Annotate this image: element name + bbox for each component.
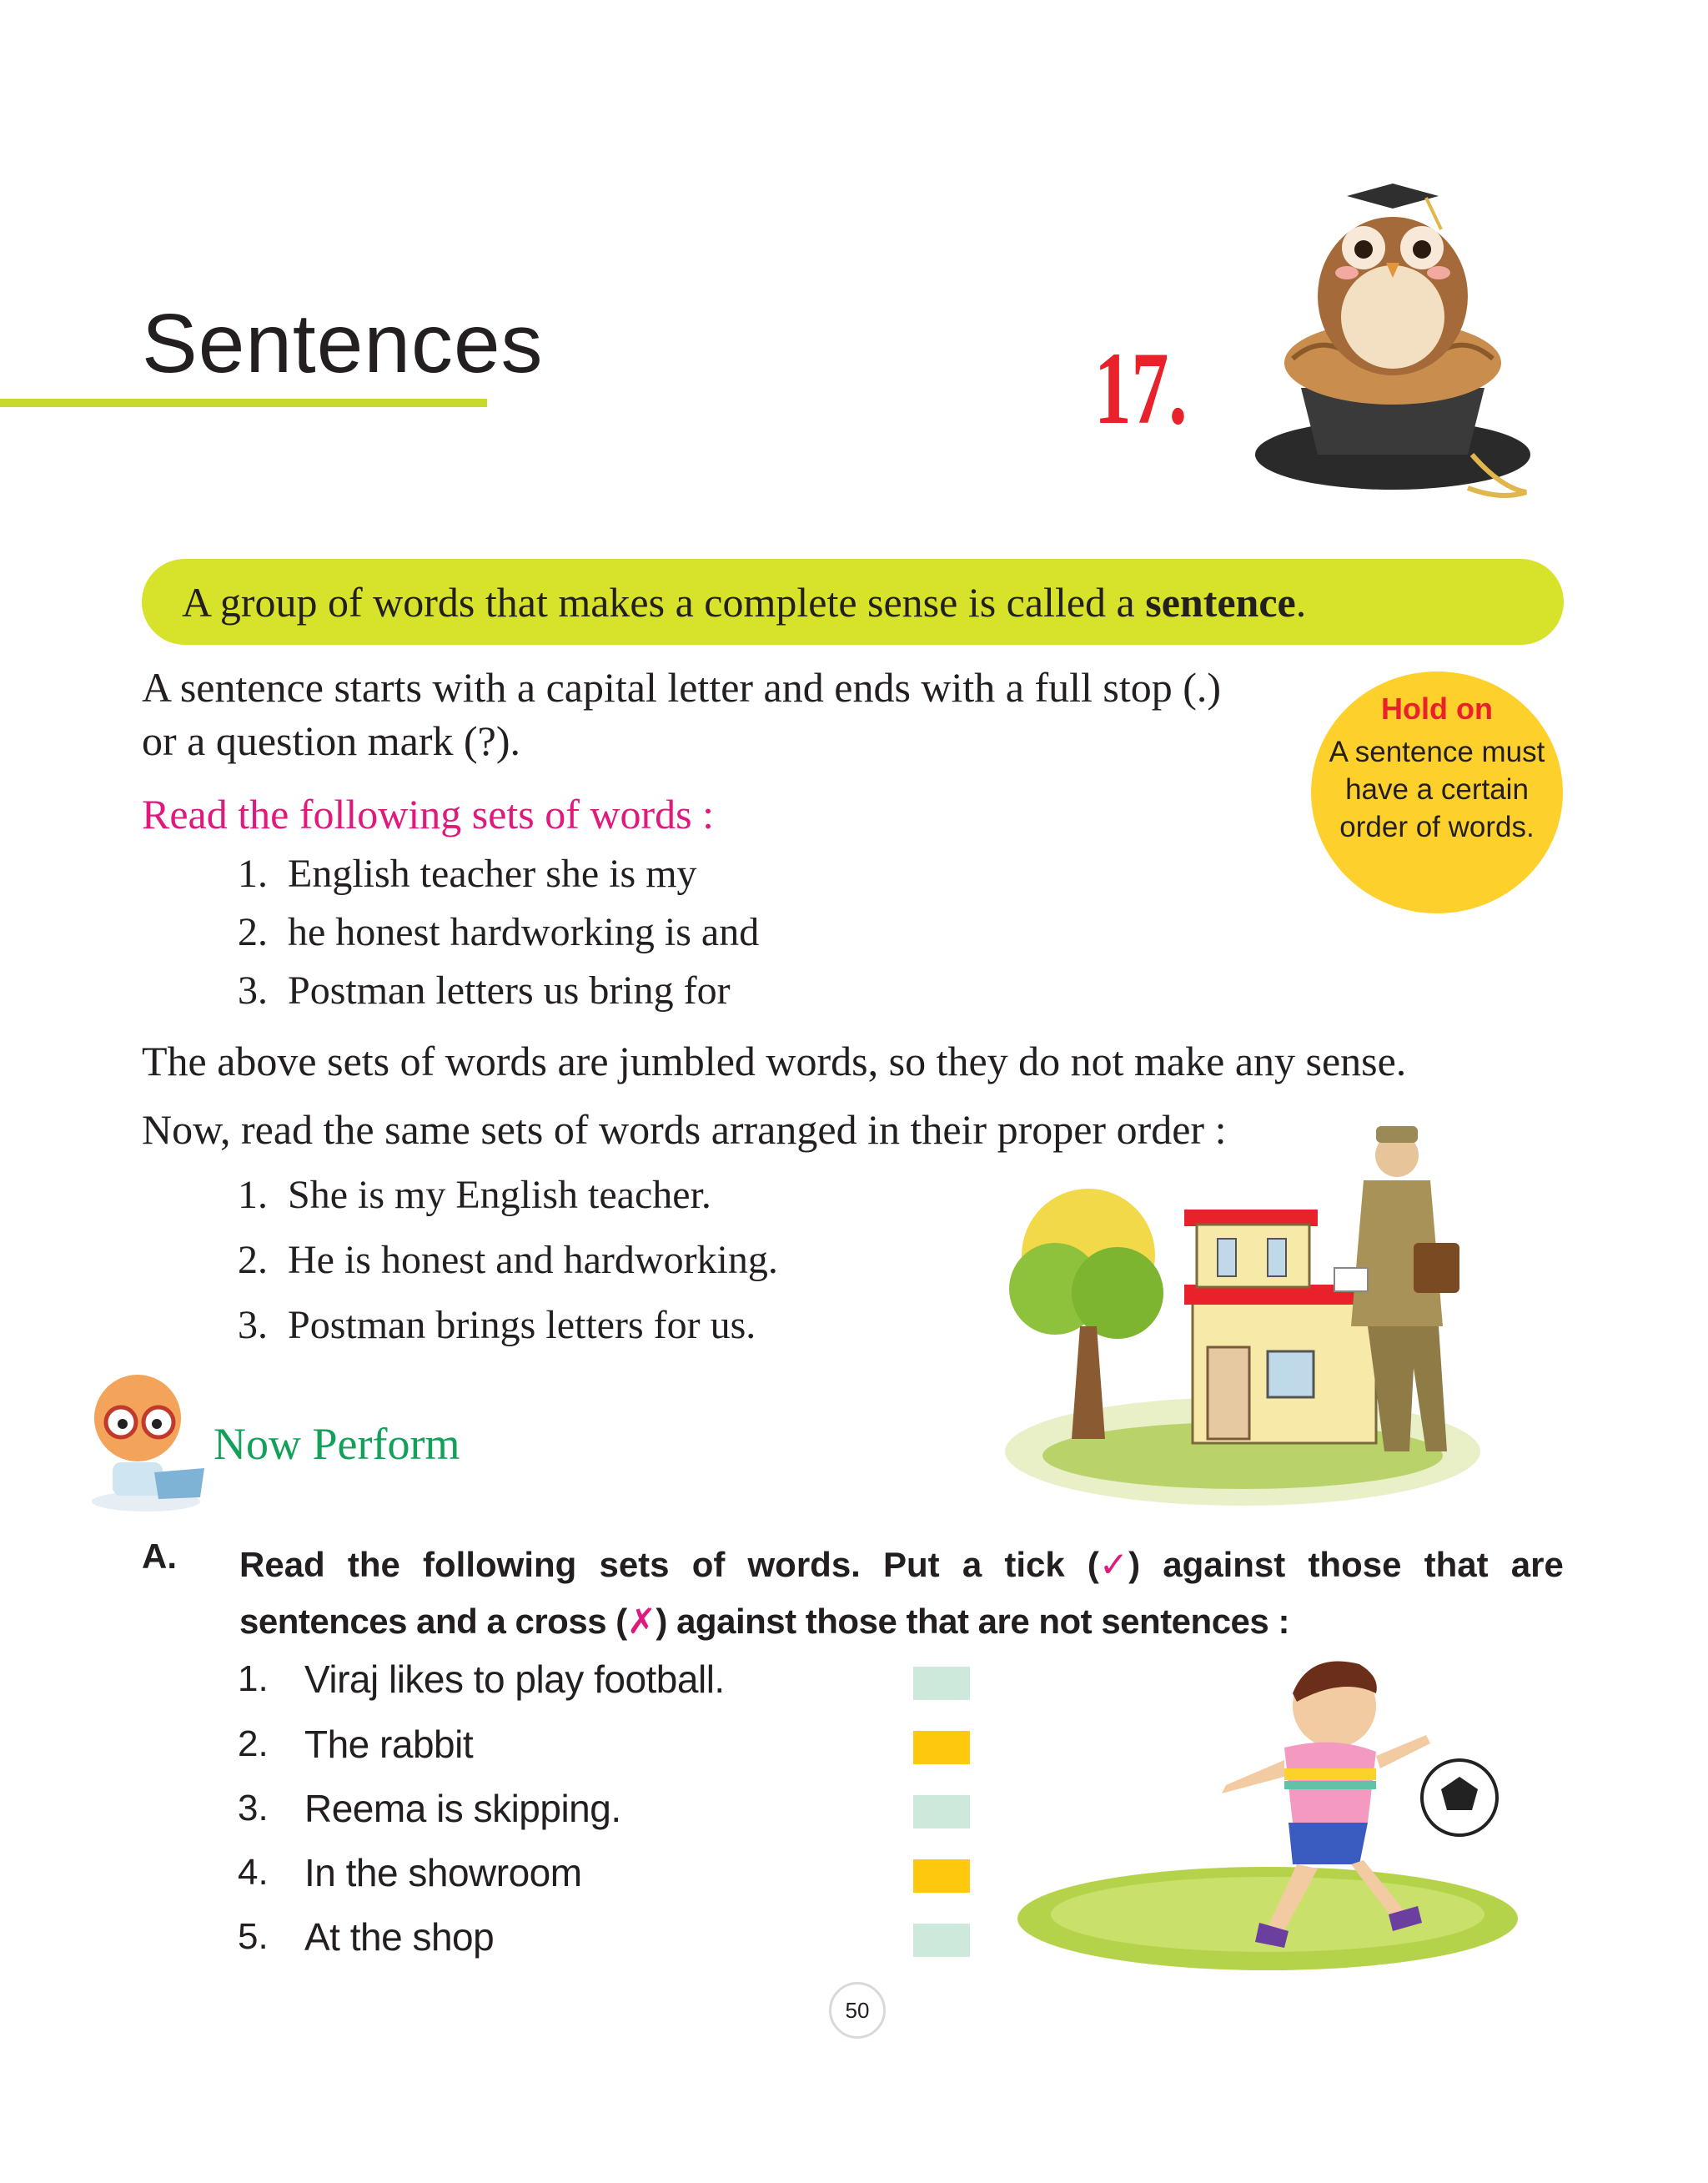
instruction-word: Read	[239, 1545, 325, 1584]
owl-illustration	[1251, 179, 1535, 513]
instruction-word: that	[1424, 1545, 1489, 1584]
instruction-word: following	[423, 1545, 577, 1584]
intro-line-2: or a question mark (?).	[142, 717, 521, 764]
tick-group	[1088, 1537, 1140, 1593]
instruction-word: (	[1087, 1545, 1099, 1584]
definition-term: sentence	[1145, 578, 1296, 626]
instruction-word: are	[1510, 1545, 1564, 1584]
list-number: 1.	[238, 1173, 268, 1217]
exercise-item	[238, 1914, 494, 1959]
chapter-title: Sentences	[142, 297, 544, 390]
list-item	[238, 851, 697, 897]
hold-on-bubble	[1311, 671, 1563, 913]
answer-box[interactable]	[913, 1795, 970, 1828]
item-number: 2.	[238, 1723, 269, 1764]
cross-mark-icon: ✗	[626, 1602, 656, 1641]
list-item	[238, 968, 731, 1014]
instruction-word: the	[347, 1545, 400, 1584]
item-text: Reema is skipping.	[304, 1787, 621, 1830]
item-text: At the shop	[304, 1915, 495, 1959]
page-number: 50	[829, 1982, 886, 2039]
answer-box[interactable]	[913, 1924, 970, 1957]
item-text: The rabbit	[304, 1723, 474, 1766]
exercise-item	[238, 1657, 725, 1702]
instruction-part: ) against those that are not sentences :	[656, 1602, 1289, 1641]
list-number: 3.	[238, 1303, 268, 1347]
instruction-line-2	[239, 1593, 1564, 1650]
item-number: 1.	[238, 1658, 269, 1699]
instruction-line-1	[239, 1537, 1564, 1593]
intro-line-1: A sentence starts with a capital letter and ends with a full stop (.)	[142, 664, 1222, 711]
postman-house-illustration	[992, 1118, 1493, 1510]
read-heading: Read the following sets of words :	[142, 791, 715, 837]
list-text: Postman letters us bring for	[288, 968, 731, 1013]
list-text: She is my English teacher.	[288, 1173, 711, 1217]
list-item	[238, 1302, 756, 1348]
instruction-word: a	[962, 1545, 982, 1584]
item-number: 3.	[238, 1788, 269, 1828]
instruction-word: Put	[883, 1545, 940, 1584]
answer-box[interactable]	[913, 1859, 970, 1893]
list-number: 1.	[238, 852, 268, 896]
hold-on-text: A sentence must have a certain order of words.	[1329, 736, 1545, 843]
item-number: 4.	[238, 1852, 269, 1893]
list-text: He is honest and hardworking.	[288, 1238, 778, 1282]
list-item	[238, 1172, 711, 1218]
answer-box[interactable]	[913, 1731, 970, 1764]
definition-prefix: A group of words that makes a complete sense is called a	[182, 578, 1146, 626]
chapter-number: 17.	[1094, 331, 1188, 445]
list-number: 2.	[238, 910, 268, 954]
explanation-text: The above sets of words are jumbled words, so they do not make any sense.	[142, 1038, 1407, 1084]
boy-with-laptop-icon	[79, 1364, 213, 1514]
list-number: 2.	[238, 1238, 268, 1282]
exercise-item	[238, 1786, 621, 1831]
instruction-word: tick	[1004, 1545, 1065, 1584]
instruction-word: of	[691, 1545, 726, 1584]
exercise-item	[238, 1722, 473, 1767]
proper-order-heading: Now, read the same sets of words arranged in their proper order :	[142, 1106, 1227, 1153]
title-underline	[0, 399, 487, 407]
list-number: 3.	[238, 968, 268, 1013]
instruction-word: those	[1308, 1545, 1402, 1584]
exercise-instruction	[239, 1537, 1564, 1650]
tick-mark-icon: ✓	[1098, 1545, 1129, 1584]
definition-banner	[142, 559, 1564, 645]
item-text: Viraj likes to play football.	[304, 1657, 725, 1701]
item-number: 5.	[238, 1916, 269, 1957]
list-text: Postman brings letters for us.	[288, 1303, 756, 1347]
instruction-part: sentences and a cross (	[239, 1602, 627, 1641]
now-perform-heading: Now Perform	[214, 1419, 460, 1469]
exercise-label: A.	[142, 1537, 177, 1576]
instruction-word: against	[1163, 1545, 1286, 1584]
list-item	[238, 1237, 778, 1283]
item-text: In the showroom	[304, 1851, 582, 1894]
instruction-word: sets	[599, 1545, 670, 1584]
list-item	[238, 909, 759, 955]
football-boy-illustration	[1009, 1643, 1526, 1977]
hold-on-title: Hold on	[1381, 692, 1493, 726]
instruction-word: words.	[747, 1545, 861, 1584]
exercise-item	[238, 1850, 582, 1895]
list-text: he honest hardworking is and	[288, 910, 760, 954]
instruction-word: )	[1128, 1545, 1141, 1584]
definition-suffix: .	[1295, 578, 1307, 626]
list-text: English teacher she is my	[288, 852, 697, 896]
answer-box[interactable]	[913, 1667, 970, 1700]
